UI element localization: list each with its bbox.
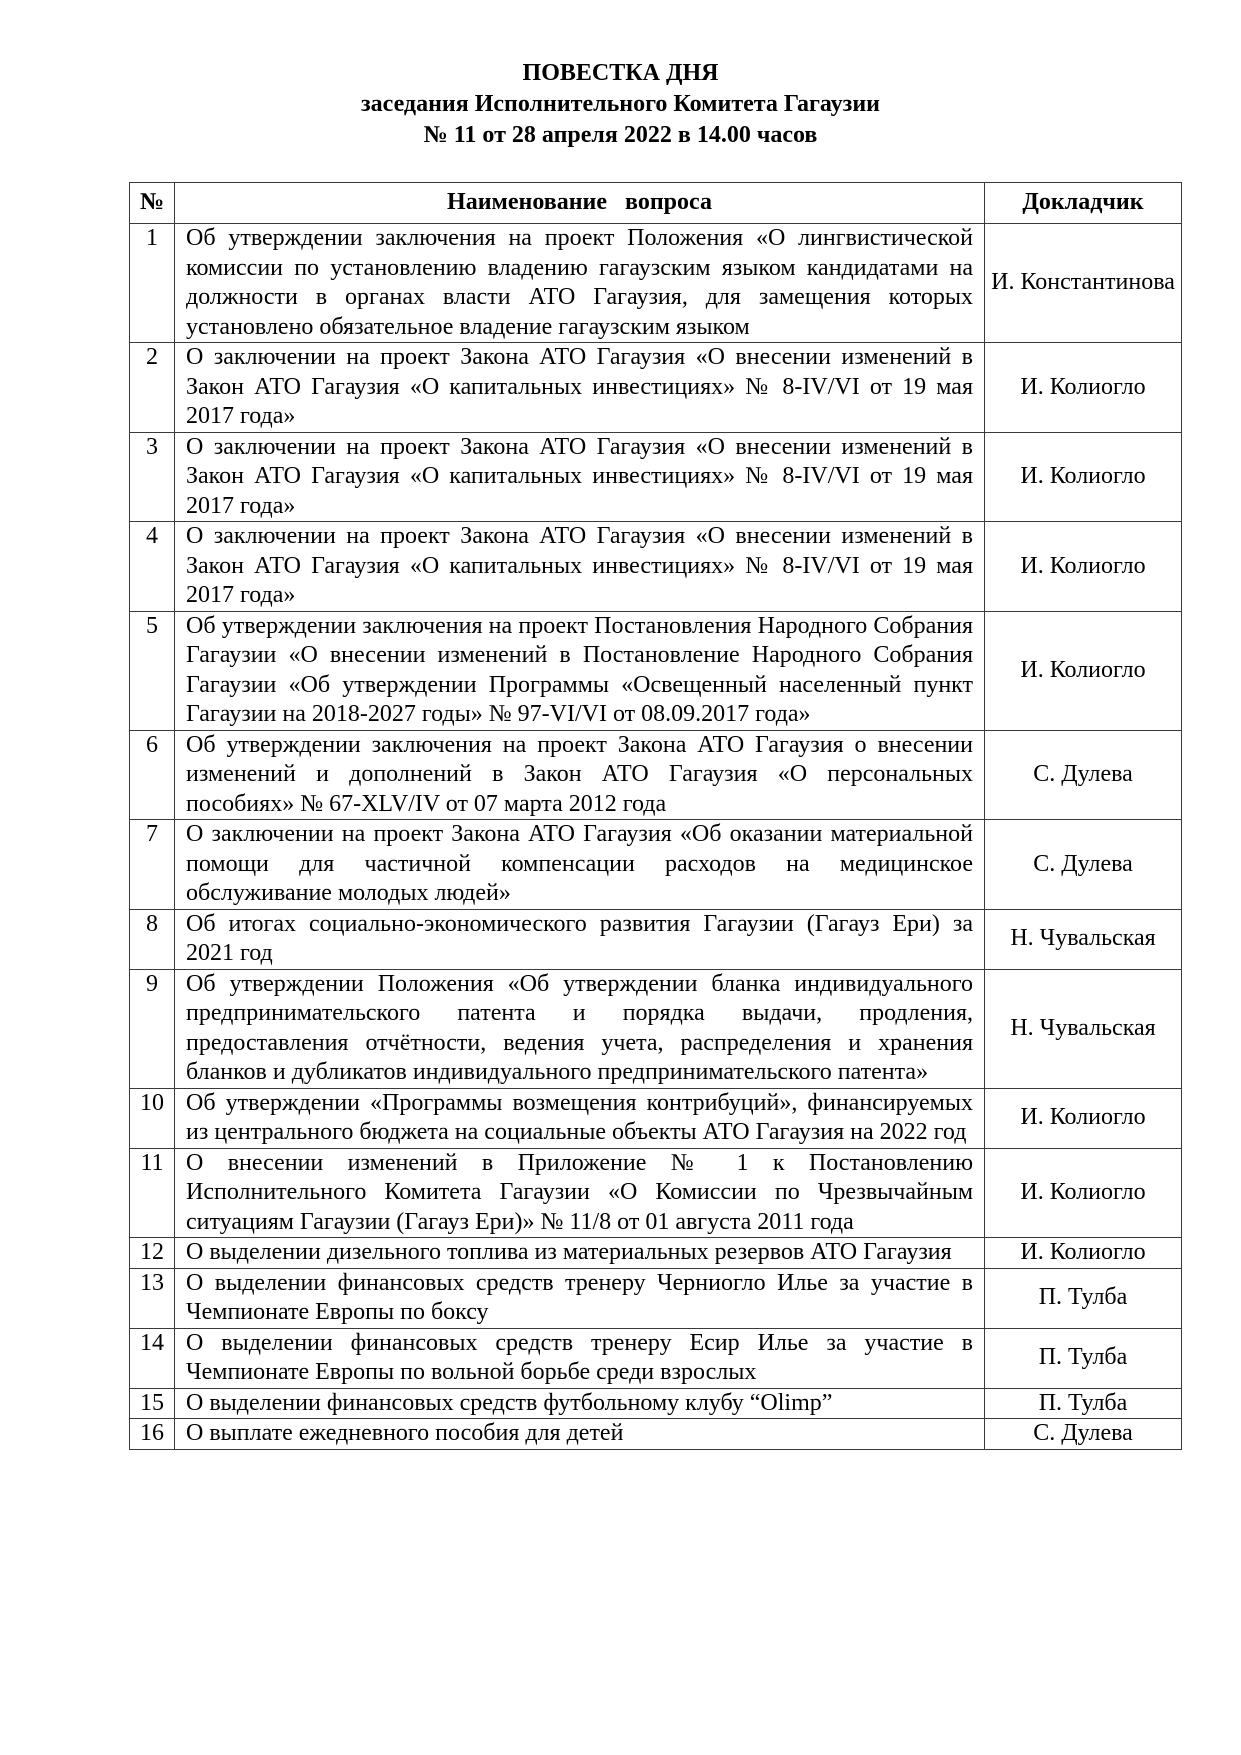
agenda-item-title: О выплате ежедневного пособия для детей [175,1419,985,1450]
agenda-item-speaker: С. Дулева [985,730,1182,820]
table-row [130,909,1182,969]
agenda-item-title: Об итогах социально-экономического развития Гагаузии (Гагауз Ери) за 2021 год [175,909,985,969]
row-number: 1 [130,224,175,343]
row-number: 2 [130,343,175,433]
agenda-item-title: О заключении на проект Закона АТО Гагаузия «О внесении изменений в Закон АТО Гагаузия «О капитальных инвестициях» № 8-IV/VI от 19 мая 2017 года» [175,432,985,522]
agenda-item-speaker: И. Колиогло [985,522,1182,612]
table-row [130,611,1182,730]
row-number: 4 [130,522,175,612]
row-number: 12 [130,1238,175,1269]
agenda-item-speaker: И. Константинова [985,224,1182,343]
table-row [130,820,1182,910]
agenda-item-speaker: П. Тулба [985,1328,1182,1388]
table-row [130,1148,1182,1238]
row-number: 16 [130,1419,175,1450]
row-number: 15 [130,1388,175,1419]
agenda-item-title: О внесении изменений в Приложение № 1 к Постановлению Исполнительного Комитета Гагаузии «О Комиссии по Чрезвычайным ситуациям Гагаузии (Гагауз Ери)» № 11/8 от 01 августа 2011 года [175,1148,985,1238]
table-row [130,1388,1182,1419]
agenda-item-speaker: И. Колиогло [985,1148,1182,1238]
agenda-item-speaker: С. Дулева [985,1419,1182,1450]
document-subtitle: заседания Исполнительного Комитета Гагаузии [361,91,880,117]
agenda-item-title: О заключении на проект Закона АТО Гагаузия «О внесении изменений в Закон АТО Гагаузия «О капитальных инвестициях» № 8-IV/VI от 19 мая 2017 года» [175,343,985,433]
table-row [130,730,1182,820]
agenda-item-title: О заключении на проект Закона АТО Гагаузия «Об оказании материальной помощи для частичной компенсации расходов на медицинское обслуживание молодых людей» [175,820,985,910]
row-number: 10 [130,1088,175,1148]
table-header-row [130,183,1182,224]
row-number: 3 [130,432,175,522]
table-row [130,1268,1182,1328]
row-number: 7 [130,820,175,910]
agenda-item-speaker: И. Колиогло [985,611,1182,730]
column-header-number: № [130,183,175,224]
agenda-item-title: Об утверждении заключения на проект Закона АТО Гагаузия о внесении изменений и дополнений в Закон АТО Гагаузия «О персональных пособиях» № 67-XLV/IV от 07 марта 2012 года [175,730,985,820]
column-header-speaker: Докладчик [985,183,1182,224]
agenda-item-speaker: И. Колиогло [985,1238,1182,1269]
agenda-item-title: Об утверждении заключения на проект Положения «О лингвистической комиссии по установлению владению гагаузским языком кандидатами на должности в органах власти АТО Гагаузия, для замещения которых установлено обязательное владение гагаузским языком [175,224,985,343]
meeting-number-date: № 11 от 28 апреля 2022 в 14.00 часов [423,122,818,148]
agenda-item-title: О выделении финансовых средств тренеру Черниогло Илье за участие в Чемпионате Европы по боксу [175,1268,985,1328]
table-row [130,1419,1182,1450]
document-title: ПОВЕСТКА ДНЯ [522,60,719,86]
table-row [130,1088,1182,1148]
agenda-item-title: Об утверждении заключения на проект Постановления Народного Собрания Гагаузии «О внесении изменений в Постановление Народного Собрания Гагаузии «Об утверждении Программы «Освещенный населенный пункт Гагаузии на 2018-2027 годы» № 97-VI/VI от 08.09.2017 года» [175,611,985,730]
table-row [130,224,1182,343]
agenda-table [129,182,1182,1450]
agenda-item-title: О заключении на проект Закона АТО Гагаузия «О внесении изменений в Закон АТО Гагаузия «О капитальных инвестициях» № 8-IV/VI от 19 мая 2017 года» [175,522,985,612]
agenda-item-speaker: И. Колиогло [985,432,1182,522]
agenda-item-speaker: П. Тулба [985,1388,1182,1419]
agenda-item-title: О выделении финансовых средств футбольному клубу “Olimp” [175,1388,985,1419]
agenda-item-title: О выделении дизельного топлива из материальных резервов АТО Гагаузия [175,1238,985,1269]
row-number: 6 [130,730,175,820]
table-row [130,969,1182,1088]
table-row [130,432,1182,522]
table-row [130,1238,1182,1269]
row-number: 14 [130,1328,175,1388]
table-row [130,343,1182,433]
agenda-item-speaker: С. Дулева [985,820,1182,910]
agenda-item-speaker: П. Тулба [985,1268,1182,1328]
agenda-item-title: О выделении финансовых средств тренеру Есир Илье за участие в Чемпионате Европы по вольной борьбе среди взрослых [175,1328,985,1388]
row-number: 8 [130,909,175,969]
table-row [130,522,1182,612]
document-heading [0,58,1241,151]
agenda-item-speaker: И. Колиогло [985,343,1182,433]
table-row [130,1328,1182,1388]
agenda-item-speaker: Н. Чувальская [985,969,1182,1088]
row-number: 9 [130,969,175,1088]
row-number: 5 [130,611,175,730]
agenda-item-speaker: Н. Чувальская [985,909,1182,969]
agenda-item-title: Об утверждении Положения «Об утверждении бланка индивидуального предпринимательского патента и порядка выдачи, продления, предоставления отчётности, ведения учета, распределения и хранения бланков и дубликатов индивидуального предпринимательского патента» [175,969,985,1088]
row-number: 11 [130,1148,175,1238]
row-number: 13 [130,1268,175,1328]
column-header-title: Наименование вопроса [175,183,985,224]
agenda-item-title: Об утверждении «Программы возмещения контрибуций», финансируемых из центрального бюджета на социальные объекты АТО Гагаузия на 2022 год [175,1088,985,1148]
agenda-item-speaker: И. Колиогло [985,1088,1182,1148]
